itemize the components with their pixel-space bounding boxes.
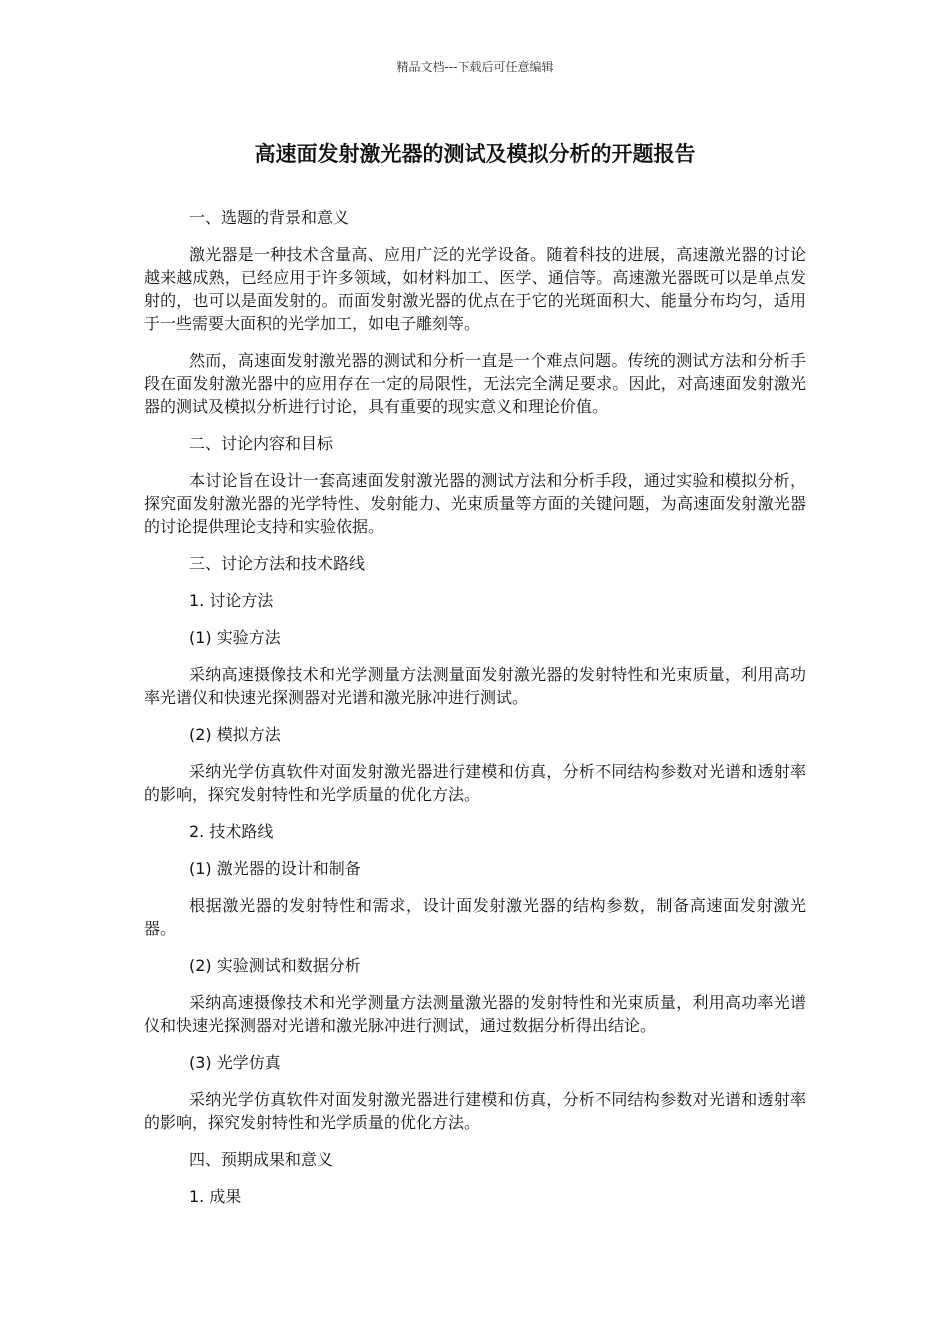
paragraph: 然而，高速面发射激光器的测试和分析一直是一个难点问题。传统的测试方法和分析手段在面发射激光器中的应用存在一定的局限性，无法完全满足要求。因此，对高速面发射激光器的测试及模拟分析进行讨论，具有重要的现实意义和理论价值。: [144, 351, 806, 416]
subsection-heading: 1. 成果: [189, 1187, 242, 1206]
paragraph: 采纳高速摄像技术和光学测量方法测量面发射激光器的发射特性和光束质量，利用高功率光谱仪和快速光探测器对光谱和激光脉冲进行测试。: [144, 665, 806, 707]
section-heading: 二、讨论内容和目标: [189, 434, 334, 453]
subsubsection-heading: (2) 实验测试和数据分析: [189, 956, 361, 975]
subsubsection-heading: (1) 激光器的设计和制备: [189, 859, 361, 878]
paragraph: 本讨论旨在设计一套高速面发射激光器的测试方法和分析手段，通过实验和模拟分析，探究面发射激光器的光学特性、发射能力、光束质量等方面的关键问题，为高速面发射激光器的讨论提供理论支持和实验依据。: [144, 471, 806, 536]
subsubsection-heading: (2) 模拟方法: [189, 725, 281, 744]
section-heading: 三、讨论方法和技术路线: [189, 554, 366, 573]
paragraph: 采纳高速摄像技术和光学测量方法测量激光器的发射特性和光束质量，利用高功率光谱仪和快速光探测器对光谱和激光脉冲进行测试，通过数据分析得出结论。: [144, 993, 806, 1035]
subsubsection-heading: (1) 实验方法: [189, 628, 281, 647]
paragraph: 根据激光器的发射特性和需求，设计面发射激光器的结构参数，制备高速面发射激光器。: [144, 896, 806, 938]
document-title: 高速面发射激光器的测试及模拟分析的开题报告: [254, 142, 696, 166]
paragraph: 激光器是一种技术含量高、应用广泛的光学设备。随着科技的进展，高速激光器的讨论越来越成熟，已经应用于许多领域，如材料加工、医学、通信等。高速激光器既可以是单点发射的，也可以是面发射的。而面发射激光器的优点在于它的光斑面积大、能量分布均匀，适用于一些需要大面积的光学加工，如电子雕刻等。: [144, 245, 806, 333]
subsection-heading: 1. 讨论方法: [189, 591, 274, 610]
subsection-heading: 2. 技术路线: [189, 822, 274, 841]
document-body: [144, 206, 806, 1222]
section-heading: 一、选题的背景和意义: [189, 208, 350, 227]
header-note: 精品文档---下载后可任意编辑: [396, 60, 554, 74]
paragraph: 采纳光学仿真软件对面发射激光器进行建模和仿真，分析不同结构参数对光谱和透射率的影响，探究发射特性和光学质量的优化方法。: [144, 1090, 806, 1132]
subsubsection-heading: (3) 光学仿真: [189, 1053, 281, 1072]
section-heading: 四、预期成果和意义: [189, 1150, 334, 1169]
paragraph: 采纳光学仿真软件对面发射激光器进行建模和仿真，分析不同结构参数对光谱和透射率的影响，探究发射特性和光学质量的优化方法。: [144, 762, 806, 804]
